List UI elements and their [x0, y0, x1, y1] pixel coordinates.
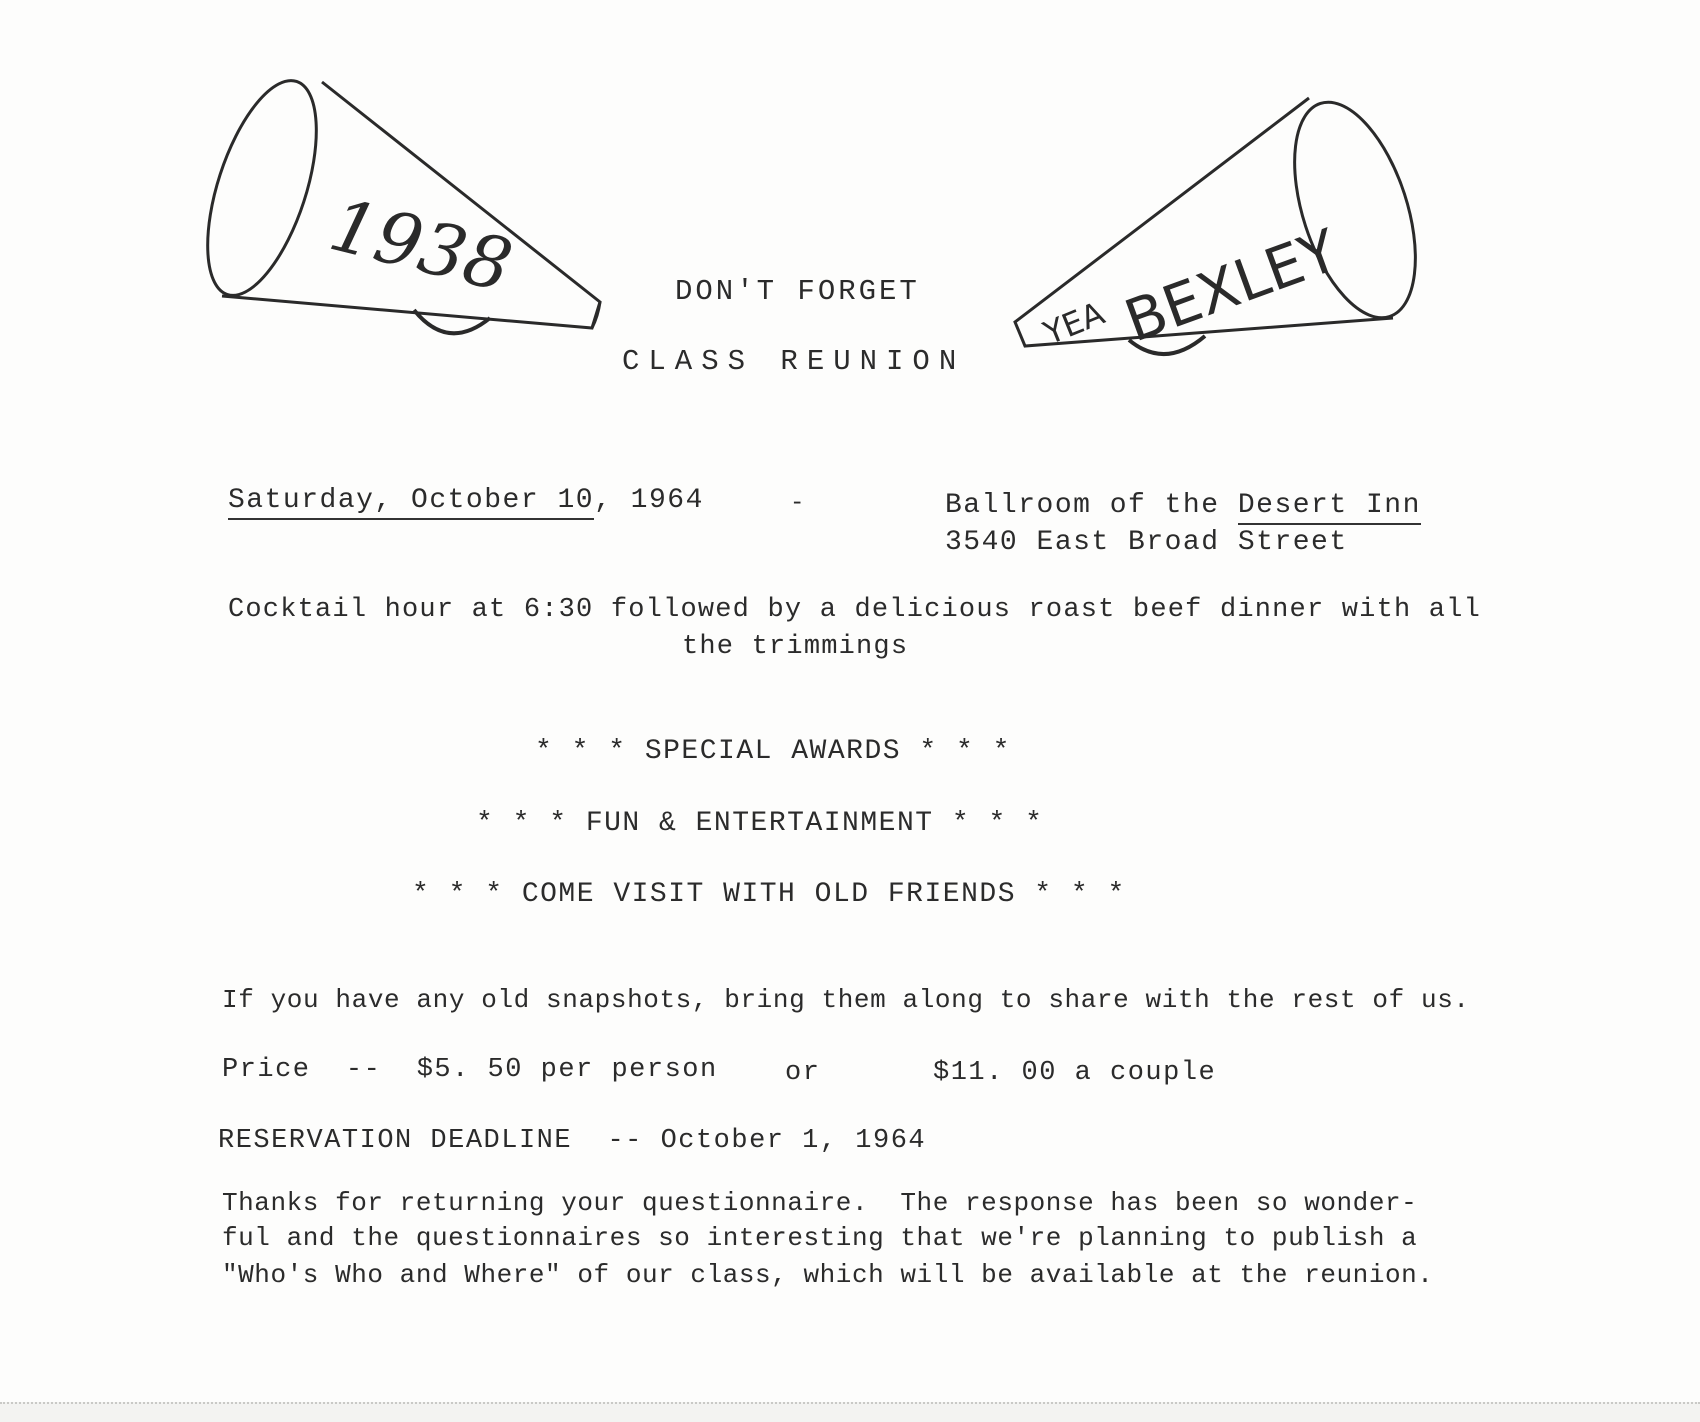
highlight-special-awards: * * * SPECIAL AWARDS * * * — [535, 736, 1011, 767]
snapshots-note: If you have any old snapshots, bring them along to share with the rest of us. — [222, 985, 1470, 1015]
highlight-fun-entertainment: * * * FUN & ENTERTAINMENT * * * — [476, 808, 1044, 839]
dinner-line-1: Cocktail hour at 6:30 followed by a delicious roast beef dinner with all — [228, 595, 1481, 625]
event-dash: - — [790, 490, 806, 517]
megaphone-right-illustration — [1005, 90, 1425, 365]
event-address: 3540 East Broad Street — [945, 527, 1348, 558]
megaphone-left-illustration — [200, 70, 620, 350]
highlight-old-friends: * * * COME VISIT WITH OLD FRIENDS * * * — [412, 879, 1126, 910]
headline-dont-forget: DON'T FORGET — [675, 275, 920, 308]
torn-paper-edge — [0, 1402, 1700, 1422]
megaphone-left-handwriting: 1938 — [321, 182, 521, 309]
closing-line-3: "Who's Who and Where" of our class, which will be available at the reunion. — [222, 1260, 1434, 1290]
price-couple: $11. 00 a couple — [933, 1058, 1217, 1088]
headline-class-reunion: CLASS REUNION — [622, 345, 966, 378]
megaphone-right-handwriting-small: YEA — [1038, 293, 1110, 353]
price-per-person: Price -- $5. 50 per person — [222, 1055, 718, 1085]
closing-line-2: ful and the questionnaires so interesting that we're planning to publish a — [222, 1223, 1418, 1253]
dinner-line-2: the trimmings — [682, 632, 909, 662]
event-venue — [945, 490, 1421, 521]
event-date: Saturday, October 10 — [228, 485, 594, 520]
reservation-deadline: RESERVATION DEADLINE -- October 1, 1964 — [218, 1126, 927, 1156]
venue-name: Desert Inn — [1238, 490, 1421, 525]
megaphone-right-handwriting-large: BEXLEY — [1116, 216, 1347, 356]
price-or: or — [785, 1058, 821, 1088]
venue-prefix: Ballroom of the — [945, 490, 1238, 521]
closing-line-1: Thanks for returning your questionnaire. The response has been so wonder- — [222, 1188, 1418, 1218]
event-year: , 1964 — [594, 485, 704, 516]
event-date-line — [228, 485, 704, 516]
